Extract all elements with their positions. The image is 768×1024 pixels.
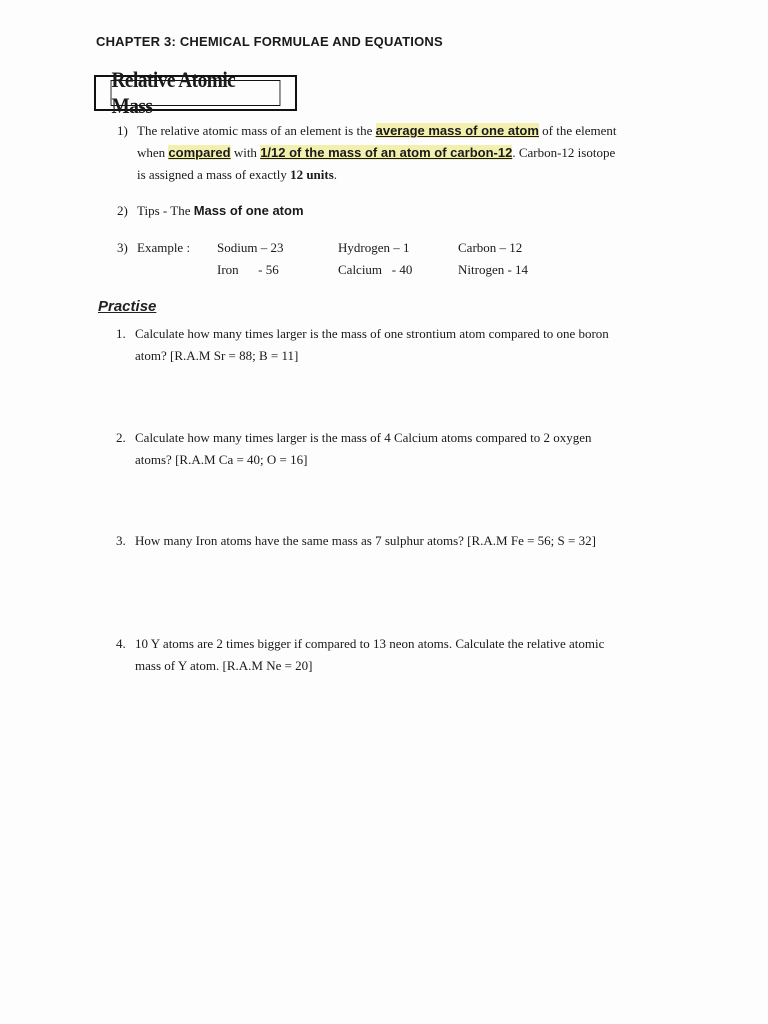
text: . (333, 167, 338, 182)
question-1-line-2: atom? [R.A.M Sr = 88; B = 11] (135, 348, 299, 363)
text: when (137, 145, 169, 160)
example-label: Example : (137, 240, 191, 255)
question-1-line-1: Calculate how many times larger is the mass of one strontium atom compared to one boron (135, 326, 609, 341)
text: Tips - The (137, 203, 194, 218)
point-2-text (137, 203, 304, 219)
element-value: – 12 (499, 240, 523, 255)
question-4-line-1: 10 Y atoms are 2 times bigger if compared to 13 neon atoms. Calculate the relative atomic (135, 636, 605, 651)
question-2-line-1: Calculate how many times larger is the mass of 4 Calcium atoms compared to 2 oxygen (135, 430, 592, 445)
element-name: Carbon (458, 240, 497, 255)
element-name: Nitrogen (458, 262, 505, 277)
example-calcium (338, 262, 412, 278)
text: of the element (538, 123, 617, 138)
point-1-number: 1) (117, 123, 128, 138)
text: is assigned a mass of exactly (137, 167, 291, 182)
chapter-heading: CHAPTER 3: CHEMICAL FORMULAE AND EQUATIONS (96, 34, 443, 49)
question-4-number: 4. (116, 636, 126, 651)
text: with (230, 145, 261, 160)
example-carbon (458, 240, 522, 256)
element-value: - 40 (391, 262, 413, 277)
question-2-number: 2. (116, 430, 126, 445)
title-box (94, 67, 297, 118)
point-3-number: 3) (117, 240, 128, 255)
question-4-line-2: mass of Y atom. [R.A.M Ne = 20] (135, 658, 313, 673)
practise-heading: Practise (98, 298, 157, 315)
question-3-line-1: How many Iron atoms have the same mass as 7 sulphur atoms? [R.A.M Fe = 56; S = 32] (135, 533, 596, 548)
question-2-line-2: atoms? [R.A.M Ca = 40; O = 16] (135, 452, 308, 467)
example-hydrogen (338, 240, 410, 256)
example-sodium (217, 240, 283, 256)
highlight-average-mass: average mass of one atom (375, 123, 539, 138)
bold-12-units: 12 units (290, 167, 334, 182)
example-nitrogen (458, 262, 528, 278)
element-name: Hydrogen (338, 240, 390, 255)
question-3-number: 3. (116, 533, 126, 548)
element-name: Sodium (217, 240, 258, 255)
point-2-number: 2) (117, 203, 128, 218)
text: . Carbon-12 isotope (512, 145, 616, 160)
element-value: – 1 (393, 240, 410, 255)
page-title: Relative Atomic Mass (111, 80, 281, 106)
text: The relative atomic mass of an element is the (137, 123, 376, 138)
element-value: – 23 (260, 240, 284, 255)
element-value: - 14 (507, 262, 529, 277)
point-1-line-3 (137, 167, 337, 183)
point-1-line-1 (137, 123, 617, 139)
bold-mass-of-one-atom: Mass of one atom (193, 203, 304, 218)
point-1-line-2 (137, 145, 615, 161)
element-name: Iron (217, 262, 239, 277)
example-iron (217, 262, 279, 278)
highlight-carbon-12: 1/12 of the mass of an atom of carbon-12 (260, 145, 513, 160)
element-name: Calcium (338, 262, 383, 277)
question-1-number: 1. (116, 326, 126, 341)
highlight-compared: compared (168, 145, 231, 160)
element-value: - 56 (258, 262, 279, 277)
